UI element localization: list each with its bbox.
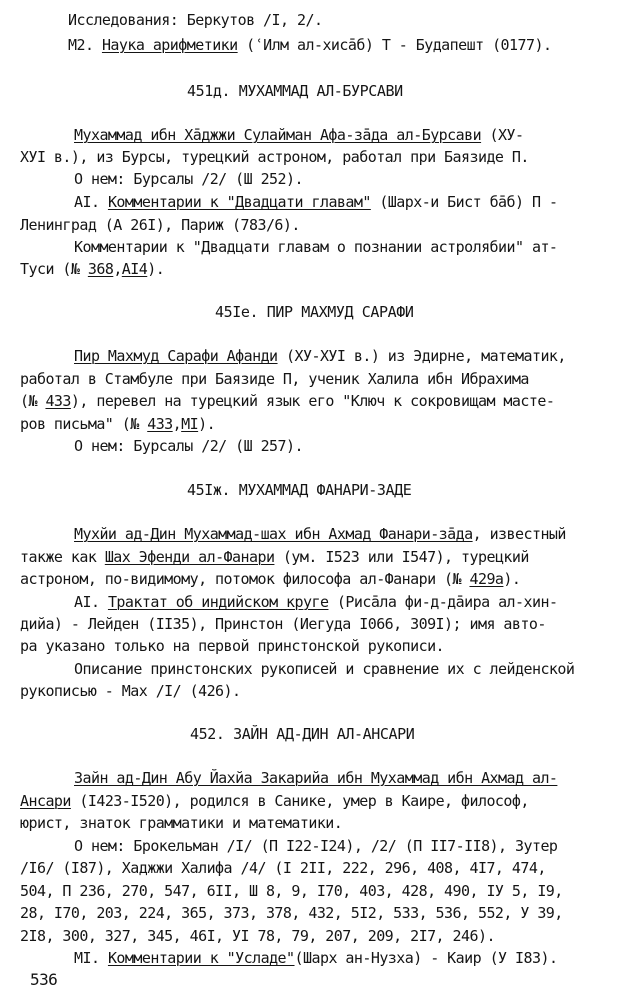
body-line: [74, 124, 523, 146]
section-heading: 45Iе. ПИР МАХМУД САРАФИ: [215, 303, 414, 321]
text-run: М2.: [68, 36, 102, 54]
page-number: 536: [30, 970, 58, 989]
underlined-term: AI4: [121, 260, 148, 278]
text-run: AI.: [74, 593, 108, 611]
underlined-term: Мухйи ад-Дин Мухаммад-шах ибн Ахмад Фанари-зāда: [74, 525, 473, 543]
text-run: ).: [503, 570, 521, 588]
text-run: (Рисāла фи-д-дāира ал-хин-: [328, 593, 558, 611]
section-heading: 452. ЗАЙН АД-ДИН АЛ-АНСАРИ: [190, 725, 415, 743]
intro-line: [68, 9, 322, 31]
text-run: юрист, знаток грамматики и математики.: [20, 814, 343, 832]
body-line: [74, 767, 557, 789]
body-line: [74, 835, 557, 857]
text-run: (XУ-XУI в.) из Эдирне, математик,: [277, 347, 566, 365]
underlined-term: 368: [87, 260, 114, 278]
body-line: [20, 390, 554, 412]
body-line: [74, 658, 574, 680]
text-run: (№: [20, 392, 46, 410]
text-run: 2I8, 300, 327, 345, 46I, УI 78, 79, 207, 209, 2I7, 246).: [20, 927, 495, 945]
text-run: Описание принстонских рукописей и сравнение их с лейденской: [74, 660, 575, 678]
body-line: [20, 258, 164, 280]
body-line: [20, 613, 546, 635]
text-run: (ʿИлм ал-хисāб) Т - Будапешт (0177).: [237, 36, 552, 54]
body-line: [20, 546, 529, 568]
underlined-term: 433: [45, 392, 71, 410]
text-run: дийа) - Лейден (II35), Принстон (Иегуда I066, 309I); имя авто-: [20, 615, 546, 633]
body-line: [20, 812, 342, 834]
text-run: (I423-I520), родился в Санике, умер в Каире, философ,: [70, 792, 529, 810]
underlined-term: Комментарии к "Двадцати главам": [107, 193, 371, 211]
text-run: ,: [172, 415, 182, 433]
body-line: [74, 168, 303, 190]
text-run: ).: [147, 260, 165, 278]
underlined-term: 429а: [469, 570, 504, 588]
text-run: /I6/ (I87), Хаджжи Халифа /4/ (I 2II, 222, 296, 408, 4I7, 474,: [20, 859, 546, 877]
underlined-term: Трактат об индийском круге: [107, 593, 329, 611]
body-line: [74, 523, 566, 545]
section-heading: 45Iж. МУХАММАД ФАНАРИ-ЗАДЕ: [187, 481, 412, 499]
body-line: [20, 413, 215, 435]
text-run: ), перевел на турецкий язык его "Ключ к сокровищам масте-: [70, 392, 555, 410]
text-run: работал в Стамбуле при Баязиде П, ученик Халила ибн Ибрахима: [20, 370, 529, 388]
text-run: AI.: [74, 193, 108, 211]
body-line: [74, 947, 557, 969]
text-run: (Шарх ан-Нузха) - Каир (У I83).: [294, 949, 558, 967]
text-run: (Шарх-и Бист бāб) П -: [370, 193, 558, 211]
underlined-term: Пир Махмуд Сарафи Афанди: [74, 347, 278, 365]
body-line: [74, 345, 566, 367]
underlined-term: Зайн ад-Дин Абу Йахйа Закарийа ибн Мухаммад ибн Ахмад ал-: [74, 769, 558, 787]
body-line: [74, 435, 303, 457]
text-run: также как: [20, 548, 105, 566]
body-line: [20, 880, 563, 902]
body-line: [74, 591, 557, 613]
body-line: [20, 902, 563, 924]
text-run: Ленинград (А 26I), Париж (783/6).: [20, 216, 300, 234]
text-run: рукописью - Мах /I/ (426).: [20, 682, 241, 700]
body-line: [20, 568, 520, 590]
body-line: [20, 146, 529, 168]
text-run: (XУ-: [481, 126, 524, 144]
text-run: Туси (№: [20, 260, 88, 278]
underlined-term: 433: [147, 415, 173, 433]
text-run: 504, П 236, 270, 547, 6II, Ш 8, 9, I70, 403, 428, 490, IУ 5, I9,: [20, 882, 563, 900]
body-line: [74, 236, 557, 258]
underlined-term: MI: [181, 415, 199, 433]
text-run: О нем: Бурсалы /2/ (Ш 252).: [74, 170, 303, 188]
text-run: О нем: Брокельман /I/ (П I22-I24), /2/ (П II7-II8), Зутер: [74, 837, 558, 855]
body-line: [20, 214, 300, 236]
body-line: [20, 925, 495, 947]
underlined-term: Ансари: [20, 792, 71, 810]
text-run: астроном, по-видимому, потомок философа ал-Фанари (№: [20, 570, 470, 588]
underlined-term: Комментарии к "Усладе": [107, 949, 295, 967]
text-run: Комментарии к "Двадцати главам о познании астролябии" ат-: [74, 238, 558, 256]
text-run: Исследования: Беркутов /I, 2/.: [68, 11, 323, 29]
body-line: [20, 790, 529, 812]
text-run: XУI в.), из Бурсы, турецкий астроном, работал при Баязиде П.: [20, 148, 529, 166]
text-run: ,: [113, 260, 122, 278]
body-line: [20, 857, 546, 879]
body-line: [20, 368, 529, 390]
text-run: ).: [198, 415, 216, 433]
body-line: [20, 635, 444, 657]
text-run: ра указано только на первой принстонской рукописи.: [20, 637, 445, 655]
text-run: О нем: Бурсалы /2/ (Ш 257).: [74, 437, 303, 455]
underlined-term: Наука арифметики: [101, 36, 238, 54]
text-run: MI.: [74, 949, 108, 967]
text-run: 28, I70, 203, 224, 365, 373, 378, 432, 5I2, 533, 536, 552, У 39,: [20, 904, 563, 922]
underlined-term: Шах Эфенди ал-Фанари: [104, 548, 275, 566]
body-line: [74, 191, 557, 213]
text-run: ров письма" (№: [20, 415, 148, 433]
section-heading: 451д. МУХАММАД АЛ-БУРСАВИ: [187, 82, 403, 100]
text-run: (ум. I523 или I547), турецкий: [274, 548, 529, 566]
intro-line: [68, 34, 551, 56]
text-run: , известный: [472, 525, 566, 543]
body-line: [20, 680, 241, 702]
underlined-term: Мухаммад ибн Хāджжи Сулайман Афа-зāда ал-Бурсави: [74, 126, 482, 144]
